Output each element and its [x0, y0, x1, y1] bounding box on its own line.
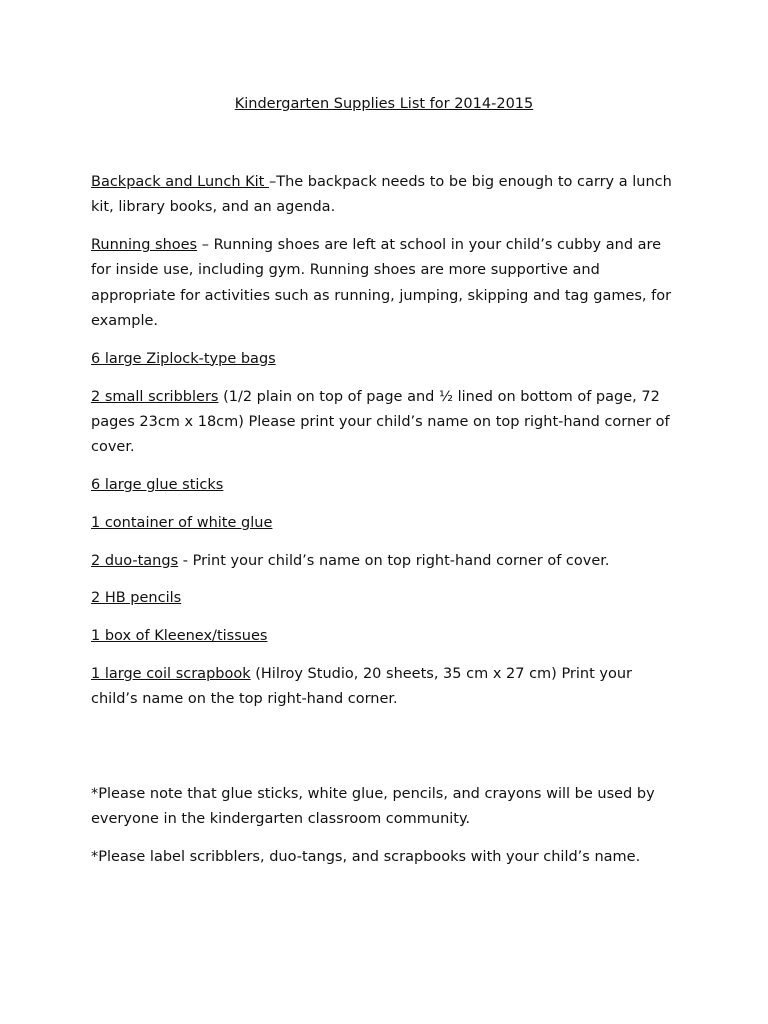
supply-item-label: Running shoes	[91, 237, 198, 254]
supply-item-text: (Hilroy Studio, 20 sheets, 35 cm x 27 cm) Print your child’s name on the top right-hand corner.	[91, 665, 633, 708]
supply-item-label: 1 large coil scrapbook	[91, 665, 251, 682]
supply-item-duo-tangs	[91, 549, 676, 574]
supply-item-tissues	[91, 624, 676, 649]
supply-item-text: –The backpack needs to be big enough to carry a lunch kit, library books, and an agenda.	[91, 174, 672, 216]
supply-item-text: – Running shoes are left at school in your child’s cubby and are for inside use, including gym. Running shoes are more supportive and appropriate for activities such as running, jumping, skipping and tag games, for example.	[91, 237, 672, 329]
note-label-items: *Please label scribblers, duo-tangs, and scrapbooks with your child’s name.	[91, 849, 641, 866]
supply-item-label: Backpack and Lunch Kit	[91, 174, 269, 190]
supply-item-pencils	[91, 586, 676, 611]
page-title: Kindergarten Supplies List for 2014-2015	[234, 96, 534, 112]
supply-item-text: - Print your child’s name on top right-hand corner of cover.	[178, 552, 610, 569]
supply-item-label: 1 box of Kleenex/tissues	[91, 628, 268, 645]
supply-item-label: 1 container of white glue	[91, 514, 273, 531]
note-shared-supplies: *Please note that glue sticks, white glue, pencils, and crayons will be used by everyone in the kindergarten classroom community.	[91, 786, 655, 828]
supply-item-white-glue	[91, 511, 676, 536]
supplies-list	[91, 170, 676, 725]
supply-item-label: 6 large Ziplock-type bags	[91, 350, 276, 367]
supply-item-label: 6 large glue sticks	[91, 476, 224, 493]
supply-item-scrapbook	[91, 662, 676, 713]
supply-item-running-shoes	[91, 233, 676, 334]
supply-item-label: 2 duo-tangs	[91, 552, 179, 569]
supply-item-scribblers	[91, 385, 676, 461]
supply-item-backpack	[91, 170, 676, 221]
supply-item-label: 2 HB pencils	[91, 590, 182, 607]
supply-item-glue-sticks	[91, 473, 676, 498]
supply-item-label: 2 small scribblers	[91, 388, 219, 405]
supply-item-ziplock-bags	[91, 347, 676, 372]
supply-item-text: (1/2 plain on top of page and ½ lined on bottom of page, 72 pages 23cm x 18cm) Please print your child’s name on top right-hand corner of cover.	[91, 388, 670, 456]
notes-section	[91, 782, 676, 883]
